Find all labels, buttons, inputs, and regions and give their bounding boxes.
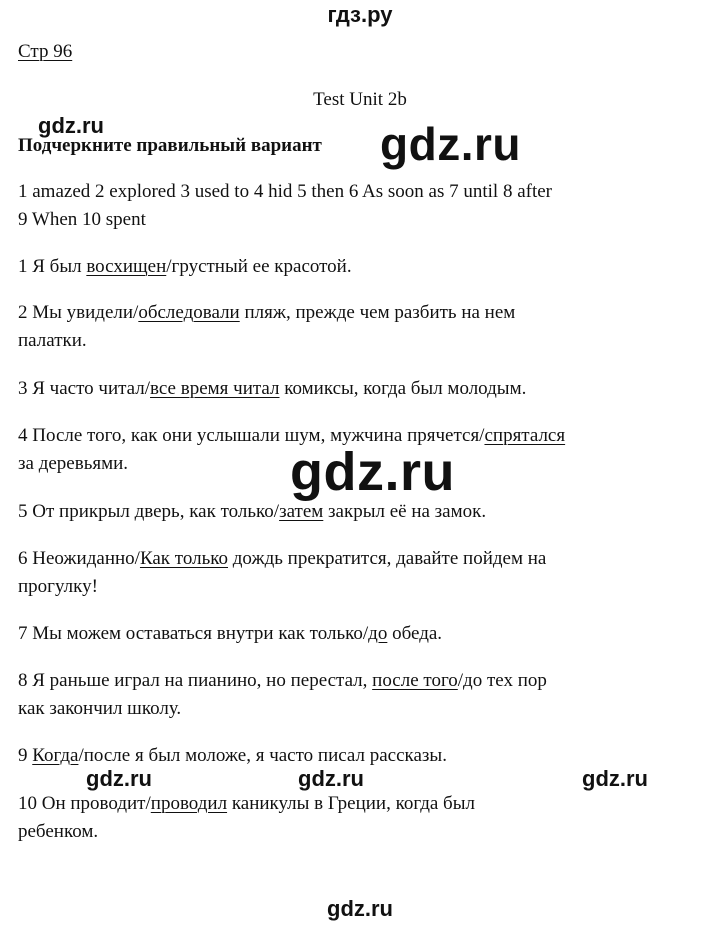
sentence-7 bbox=[18, 620, 442, 648]
sentence-1 bbox=[18, 253, 352, 281]
sentence-1-text-b: /грустный ее красотой. bbox=[166, 256, 352, 277]
sentence-9-text-b: /после я был моложе, я часто писал рассказы. bbox=[78, 745, 447, 766]
answer-key-line-2: 9 When 10 spent bbox=[18, 209, 146, 230]
watermark-small-center: gdz.ru bbox=[298, 766, 364, 791]
answer-key-line-1: 1 amazed 2 explored 3 used to 4 hid 5 then 6 As soon as 7 until 8 after bbox=[18, 181, 553, 202]
sentence-9 bbox=[18, 742, 447, 770]
sentence-8-text-c: как закончил школу. bbox=[18, 698, 182, 719]
answer-key bbox=[18, 178, 552, 234]
sentence-7-underlined: до bbox=[368, 623, 388, 644]
sentence-3-text-a: 3 Я часто читал/ bbox=[18, 378, 151, 399]
sentence-2-text-a: 2 Мы увидели/ bbox=[18, 302, 139, 323]
watermark-small-bottom: gdz.ru bbox=[327, 896, 393, 921]
sentence-7-text-a: 7 Мы можем оставаться внутри как только/ bbox=[18, 623, 369, 644]
watermark-large-top: gdz.ru bbox=[380, 118, 521, 170]
sentence-6 bbox=[18, 545, 546, 601]
document-title: Test Unit 2b bbox=[313, 89, 407, 110]
sentence-7-text-b: обеда. bbox=[387, 623, 443, 644]
site-title[interactable]: гдз.ру bbox=[327, 2, 393, 27]
sentence-10-text-b: каникулы в Греции, когда был bbox=[227, 793, 475, 814]
sentence-1-underlined: восхищен bbox=[86, 256, 167, 277]
sentence-8-text-b: /до тех пор bbox=[457, 670, 547, 691]
sentence-5 bbox=[18, 498, 486, 526]
sentence-8-text-a: 8 Я раньше играл на пианино, но перестал, bbox=[18, 670, 373, 691]
sentence-1-text-a: 1 Я был bbox=[18, 256, 87, 277]
sentence-6-underlined: Как только bbox=[139, 548, 229, 569]
page-reference[interactable]: Стр 96 bbox=[18, 41, 73, 62]
sentence-6-text-b: дождь прекратится, давайте пойдем на bbox=[228, 548, 547, 569]
sentence-4-text-c: за деревьями. bbox=[18, 453, 129, 474]
sentence-3-underlined: все время читал bbox=[150, 378, 280, 399]
sentence-3-text-b: комиксы, когда был молодым. bbox=[279, 378, 527, 399]
sentence-3 bbox=[18, 375, 526, 403]
sentence-5-underlined: затем bbox=[279, 501, 324, 522]
sentence-10 bbox=[18, 790, 475, 846]
watermark-small-top: gdz.ru bbox=[38, 113, 104, 138]
sentence-2 bbox=[18, 299, 515, 355]
sentence-6-text-c: прогулку! bbox=[18, 576, 98, 597]
watermark-small-right: gdz.ru bbox=[582, 766, 648, 791]
sentence-8 bbox=[18, 667, 547, 723]
sentence-8-underlined: после того bbox=[372, 670, 458, 691]
sentence-2-underlined: обследовали bbox=[138, 302, 240, 323]
sentence-5-text-b: закрыл её на замок. bbox=[323, 501, 487, 522]
sentence-5-text-a: 5 От прикрыл дверь, как только/ bbox=[18, 501, 280, 522]
sentence-4-text-a: 4 После того, как они услышали шум, мужчина прячется/ bbox=[18, 425, 485, 446]
sentence-10-text-a: 10 Он проводит/ bbox=[18, 793, 151, 814]
sentence-2-text-c: палатки. bbox=[18, 330, 87, 351]
sentence-6-text-a: 6 Неожиданно/ bbox=[18, 548, 140, 569]
sentence-2-text-b: пляж, прежде чем разбить на нем bbox=[239, 302, 516, 323]
sentence-10-underlined: проводил bbox=[150, 793, 228, 814]
sentence-10-text-c: ребенком. bbox=[18, 821, 99, 842]
sentence-9-text-a: 9 bbox=[18, 745, 33, 766]
sentence-9-underlined: Когда bbox=[32, 745, 79, 766]
watermark-large-middle: gdz.ru bbox=[290, 442, 455, 502]
sentence-4-underlined: спрятался bbox=[484, 425, 566, 446]
instruction-heading: Подчеркните правильный вариант bbox=[18, 135, 322, 156]
watermark-small-left: gdz.ru bbox=[86, 766, 152, 791]
